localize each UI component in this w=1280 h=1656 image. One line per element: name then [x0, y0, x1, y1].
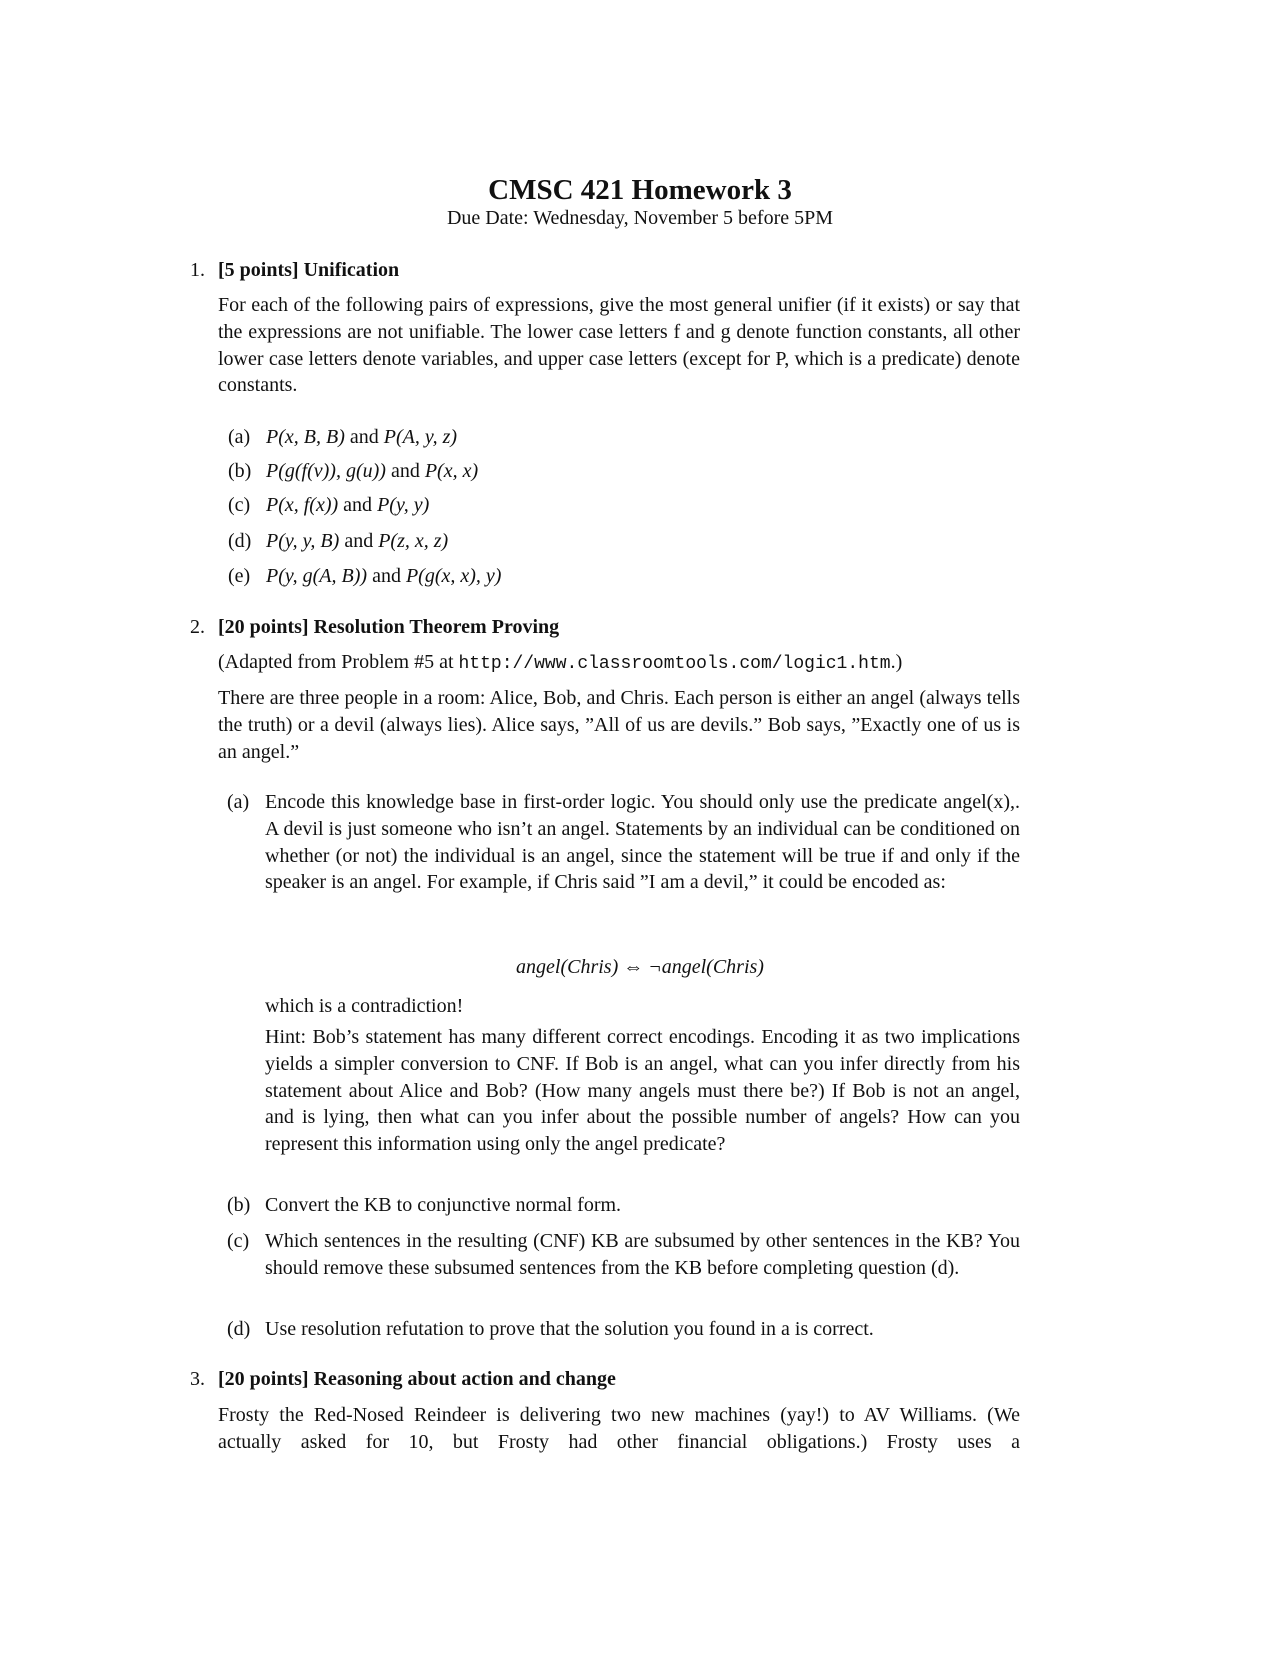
q2-intro: There are three people in a room: Alice, Bob, and Chris. Each person is either an angel (always tells the truth) or a devil (always lies). Alice says, ”All of us are devils.” Bob says, ”Exactly one of us is an angel.”	[218, 687, 1020, 763]
q1-item	[228, 563, 502, 590]
expression-left: P(y, y, B)	[266, 530, 340, 552]
expression-left: P(y, g(A, B))	[266, 565, 368, 587]
item-label: (c)	[228, 494, 251, 516]
item-label: (d)	[228, 530, 252, 552]
and-word: and	[343, 494, 373, 516]
equation: angel(Chris) ⇔ ¬angel(Chris)	[516, 956, 764, 978]
q1-intro: For each of the following pairs of expressions, give the most general unifier (if it exists) or say that the expressions are not unifiable. The lower case letters f and g denote function constants, all other lower case letters denote variables, and upper case letters (except for P, which is a predicate) denote constants.	[218, 294, 1020, 397]
item-label: (a)	[228, 426, 251, 448]
expression-right: P(z, x, z)	[378, 530, 449, 552]
expression-left: P(x, B, B)	[266, 426, 345, 448]
contradiction-note: which is a contradiction!	[265, 995, 464, 1017]
item-label: (e)	[228, 565, 251, 587]
expression-right: P(g(x, x), y)	[405, 565, 502, 587]
due-date: Due Date: Wednesday, November 5 before 5PM	[446, 207, 834, 229]
q2-part-a: (a) Encode this knowledge base in first-order logic. You should only use the predicate angel(x),. A devil is just someone who isn’t an angel. Statements by an individual can be conditioned on whether (or not) the individual is an angel, since the statement will be true if and only if the speaker is an angel. For example, if Chris said ”I am a devil,” it could be encoded as:	[227, 791, 1020, 894]
q1-item	[228, 528, 449, 555]
source-link[interactable]: http://www.classroomtools.com/logic1.htm	[458, 654, 891, 674]
q1-item	[228, 458, 479, 485]
and-word: and	[349, 426, 379, 448]
and-word: and	[344, 530, 374, 552]
expression-left: P(g(f(v)), g(u))	[266, 460, 386, 482]
q2-part-d: (d) Use resolution refutation to prove that the solution you found in a is correct.	[227, 1318, 874, 1340]
q2-adapted: (Adapted from Problem #5 at http://www.classroomtools.com/logic1.htm.)	[218, 651, 903, 674]
page-title: CMSC 421 Homework 3	[488, 174, 792, 206]
q1-heading: 1. [5 points] Unification	[190, 259, 400, 281]
expression-right: P(x, x)	[424, 460, 479, 482]
expression-right: P(y, y)	[377, 494, 430, 516]
q1-item	[228, 492, 430, 519]
q1-item	[228, 424, 458, 451]
hint: Hint: Bob’s statement has many different correct encodings. Encoding it as two implications yields a simpler conversion to CNF. If Bob is an angel, what can you infer directly from his statement about Alice and Bob? (How many angels must there be?) If Bob is not an angel, and is lying, then what can you infer about the possible number of angels? How can you represent this information using only the angel predicate?	[265, 1026, 1020, 1156]
q3-heading: 3. [20 points] Reasoning about action and change	[190, 1368, 616, 1390]
q2-heading: 2. [20 points] Resolution Theorem Proving	[190, 616, 560, 638]
q3-intro: Frosty the Red-Nosed Reindeer is delivering two new machines (yay!) to AV Williams. (We actually asked for 10, but Frosty had other financial obligations.) Frosty uses a	[218, 1404, 1020, 1453]
q2-part-b: (b) Convert the KB to conjunctive normal form.	[227, 1194, 622, 1216]
expression-left: P(x, f(x))	[266, 494, 339, 516]
and-word: and	[372, 565, 401, 587]
and-word: and	[390, 460, 420, 482]
expression-right: P(A, y, z)	[383, 426, 458, 448]
item-label: (b)	[228, 460, 252, 482]
q2-part-c: (c) Which sentences in the resulting (CNF) KB are subsumed by other sentences in the KB? You should remove these subsumed sentences from the KB before completing question (d).	[227, 1230, 1020, 1279]
